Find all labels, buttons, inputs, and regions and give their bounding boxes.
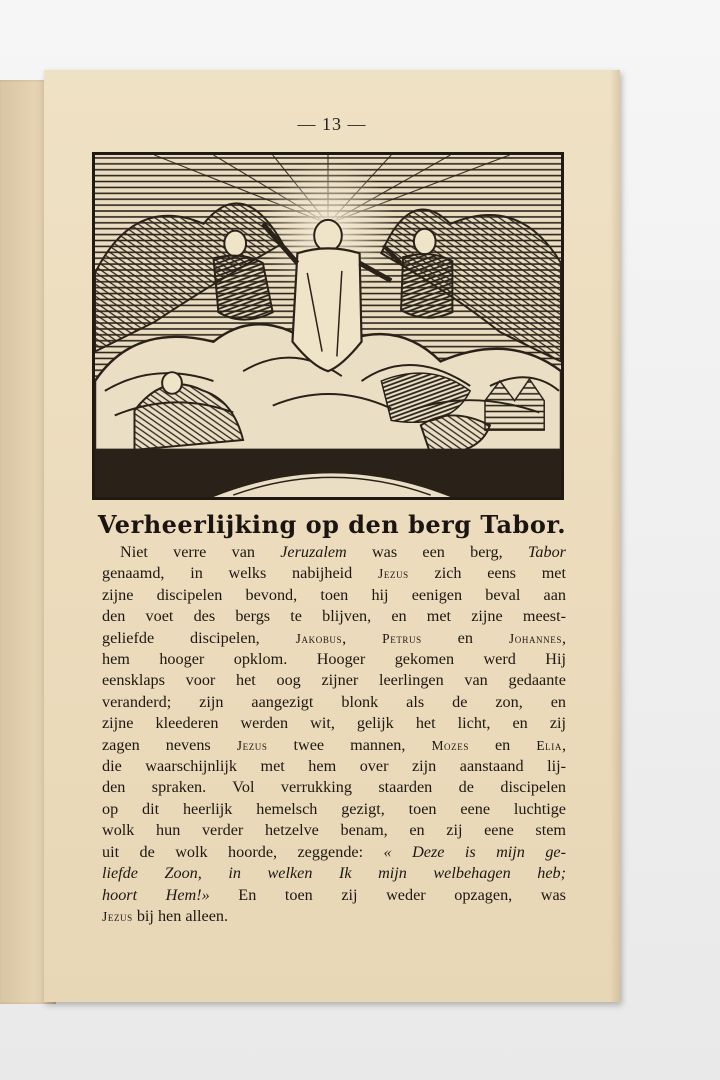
text-line — [102, 906, 566, 927]
text-line — [102, 628, 566, 649]
text-line — [102, 692, 566, 713]
text-segment: en — [468, 735, 537, 754]
text-line — [102, 713, 566, 734]
text-segment: op dit heerlijk hemelsch gezigt, toen eene luchtige — [102, 799, 566, 818]
text-segment: zijne discipelen bevond, toen hij eenigen beval aan — [102, 585, 566, 604]
text-segment: Jezus — [378, 566, 409, 582]
text-line — [102, 842, 566, 863]
text-segment: Jezus — [236, 737, 268, 753]
text-segment: zagen nevens — [102, 735, 237, 754]
text-segment: Tabor — [527, 543, 566, 561]
text-segment: genaamd, in welks nabijheid — [102, 564, 379, 583]
text-line — [102, 777, 566, 798]
body-text — [102, 542, 566, 927]
transfiguration-woodcut-icon — [92, 152, 564, 500]
text-segment: , — [561, 628, 567, 647]
text-segment: En toen zij weder opzagen, was — [209, 885, 566, 904]
text-segment: wolk hun verder hetzelve benam, en zij eene stem — [102, 821, 566, 840]
text-segment: den voet des bergs te blijven, en met zijne meest- — [102, 607, 566, 626]
book-page — [44, 70, 620, 1002]
text-segment: Petrus — [382, 630, 422, 646]
text-segment: zich eens met — [408, 564, 566, 583]
text-line — [102, 799, 566, 820]
text-segment: veranderd; zijn aangezigt blonk als de zon, en — [102, 692, 566, 711]
text-segment: twee mannen, — [267, 735, 432, 754]
page-number: — 13 — — [297, 114, 367, 134]
text-segment: was een berg, — [346, 543, 528, 561]
text-line — [102, 563, 566, 584]
text-segment: zijne kleederen werden wit, gelijk het licht, en zij — [102, 714, 566, 733]
text-segment: geliefde discipelen, — [102, 628, 296, 647]
text-segment: eensklaps voor het oog zijner leerlingen van gedaante — [102, 671, 566, 690]
text-segment: hem hooger opklom. Hooger gekomen werd Hij — [102, 650, 566, 669]
text-line — [102, 649, 566, 670]
text-line — [102, 863, 566, 884]
text-line — [102, 756, 566, 777]
text-line — [102, 542, 566, 563]
text-segment: die waarschijnlijk met hem over zijn aanstaand lij- — [102, 757, 566, 776]
chapter-heading: Verheerlijking op den berg Tabor. — [97, 510, 567, 539]
text-line — [102, 670, 566, 691]
text-segment: Jeruzalem — [280, 543, 347, 561]
text-segment: , — [561, 735, 566, 754]
text-segment: Johannes — [508, 630, 562, 646]
text-line — [102, 735, 566, 756]
text-segment: en — [421, 628, 509, 647]
text-segment: Elia — [536, 737, 562, 753]
text-line — [102, 885, 566, 906]
text-segment: Niet verre van — [120, 543, 281, 561]
text-segment: uit de wolk hoorde, zeggende: — [102, 842, 384, 861]
text-segment: bij hen alleen. — [132, 906, 229, 925]
text-segment: hoort Hem!» — [102, 885, 210, 904]
text-line — [102, 606, 566, 627]
text-segment: Jezus — [102, 908, 133, 924]
text-segment: , — [342, 628, 383, 647]
text-segment: « Deze is mijn ge- — [383, 842, 566, 861]
text-segment: liefde Zoon, in welken Ik mijn welbehagen heb; — [102, 864, 566, 883]
text-segment: Jakobus — [295, 630, 343, 646]
text-segment: Mozes — [431, 737, 469, 753]
text-segment: den spraken. Vol verrukking staarden de discipelen — [102, 778, 566, 797]
text-line — [102, 585, 566, 606]
text-line — [102, 820, 566, 841]
